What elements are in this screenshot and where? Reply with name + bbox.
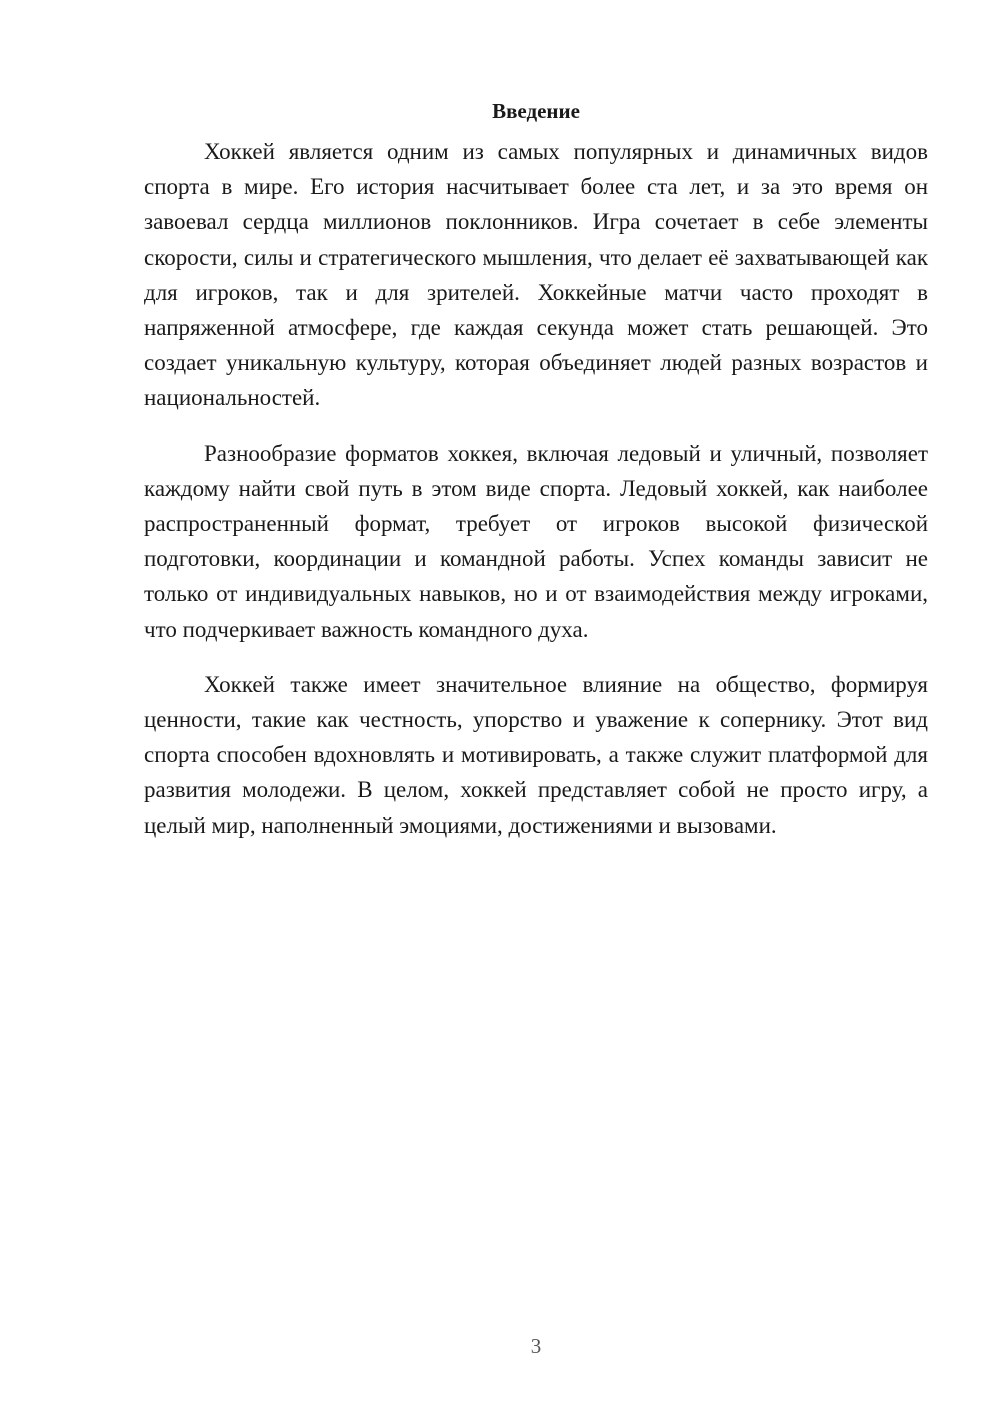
paragraph-3: Хоккей также имеет значительное влияние на общество, формируя ценности, такие как честность, упорство и уважение к сопернику. Этот вид спорта способен вдохновлять и мотивировать, а также служит платформой для развития молодежи. В целом, хоккей представляет собой не просто игру, а целый мир, наполненный эмоциями, достижениями и вызовами. xyxy=(144,671,928,838)
section-title: Введение xyxy=(492,99,580,123)
page-number: 3 xyxy=(530,1334,542,1358)
page-content xyxy=(144,96,928,843)
paragraph-1: Хоккей является одним из самых популярных и динамичных видов спорта в мире. Его история насчитывает более ста лет, и за это время он завоевал сердца миллионов поклонников. Игра сочетает в себе элементы скорости, силы и стратегического мышления, что делает её захватывающей как для игроков, так и для зрителей. Хоккейные матчи часто проходят в напряженной атмосфере, где каждая секунда может стать решающей. Это создает уникальную культуру, которая объединяет людей разных возрастов и национальностей. xyxy=(144,139,928,411)
paragraph-2: Разнообразие форматов хоккея, включая ледовый и уличный, позволяет каждому найти свой путь в этом виде спорта. Ледовый хоккей, как наиболее распространенный формат, требует от игроков высокой физической подготовки, координации и командной работы. Успех команды зависит не только от индивидуальных навыков, но и от взаимодействия между игроками, что подчеркивает важность командного духа. xyxy=(144,440,928,642)
